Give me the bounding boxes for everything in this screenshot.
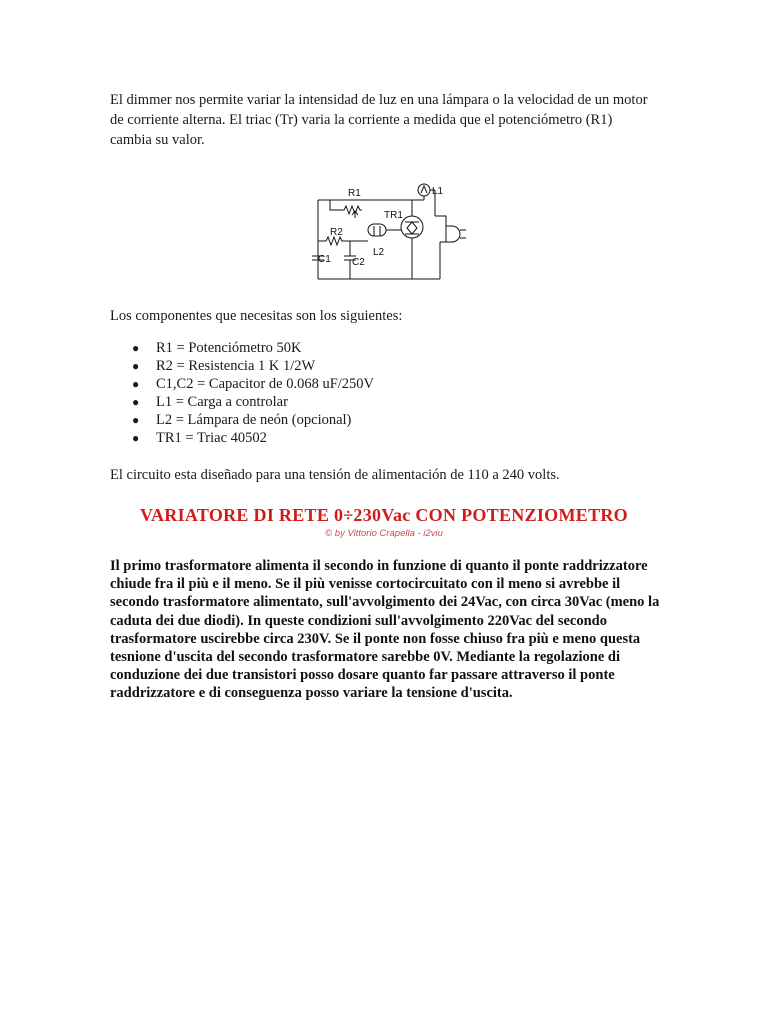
bullet-icon: ● bbox=[132, 431, 140, 445]
potentiometer-r1-icon bbox=[330, 200, 362, 214]
list-item: ● R2 = Resistencia 1 K 1/2W bbox=[132, 358, 316, 374]
plug-icon bbox=[440, 226, 460, 242]
intro-paragraph: El dimmer nos permite variar la intensidad de luz en una lámpara o la velocidad de un motor de corriente alterna. El triac (Tr) varia la corriente a medida que el potenciómetro (R1) cambia su valor. bbox=[110, 92, 648, 148]
italian-section-credit: © by Vittorio Crapella - i2viu bbox=[325, 528, 443, 539]
bullet-icon: ● bbox=[132, 341, 140, 355]
label-r1: R1 bbox=[348, 188, 361, 199]
bullet-icon: ● bbox=[132, 359, 140, 373]
bullet-icon: ● bbox=[132, 395, 140, 409]
italian-section-body: Il primo trasformatore alimenta il secondo in funzione di quanto il ponte raddrizzatore chiude fra il più e il meno. Se il più venisse cortocircuitato con il meno si avrebbe il secondo trasformatore alimentato, sull'avvolgimento dei 24Vac, con circa 30Vac (meno la caduta dei due diodi). In queste condizioni sull'avvolgimento 220Vac del secondo trasformatore uscirebbe circa 230V. Se il ponte non fosse chiuso fra più e meno questa tesnione d'uscita del secondo trasformatore sarebbe 0V. Mediante la regolazione di conduzione dei due transistori posso dosare quanto far passare attraverso il ponte raddrizzatore e di conseguenza posso variare la tensione d'uscita. bbox=[110, 558, 660, 702]
supply-voltage-note: El circuito esta diseñado para una tensión de alimentación de 110 a 240 volts. bbox=[110, 467, 560, 483]
neon-lamp-l2-icon bbox=[368, 224, 386, 236]
label-l1: L1 bbox=[432, 186, 444, 197]
label-tr1: TR1 bbox=[384, 210, 403, 221]
list-item: ● L2 = Lámpara de neón (opcional) bbox=[132, 412, 352, 428]
list-item: ● TR1 = Triac 40502 bbox=[132, 430, 267, 446]
label-l2: L2 bbox=[373, 247, 385, 258]
label-c1: C1 bbox=[318, 254, 331, 265]
label-r2: R2 bbox=[330, 227, 343, 238]
label-c2: C2 bbox=[352, 257, 365, 268]
components-heading: Los componentes que necesitas son los siguientes: bbox=[110, 308, 403, 324]
components-list bbox=[110, 339, 374, 447]
bullet-icon: ● bbox=[132, 413, 140, 427]
dimmer-circuit-diagram bbox=[300, 178, 470, 283]
list-item: ● L1 = Carga a controlar bbox=[132, 394, 288, 410]
list-item: ● R1 = Potenciómetro 50K bbox=[132, 340, 302, 356]
bullet-icon: ● bbox=[132, 377, 140, 391]
list-item: ● C1,C2 = Capacitor de 0.068 uF/250V bbox=[132, 376, 375, 392]
italian-section-title: VARIATORE DI RETE 0÷230Vac CON POTENZIOMETRO bbox=[140, 505, 628, 525]
